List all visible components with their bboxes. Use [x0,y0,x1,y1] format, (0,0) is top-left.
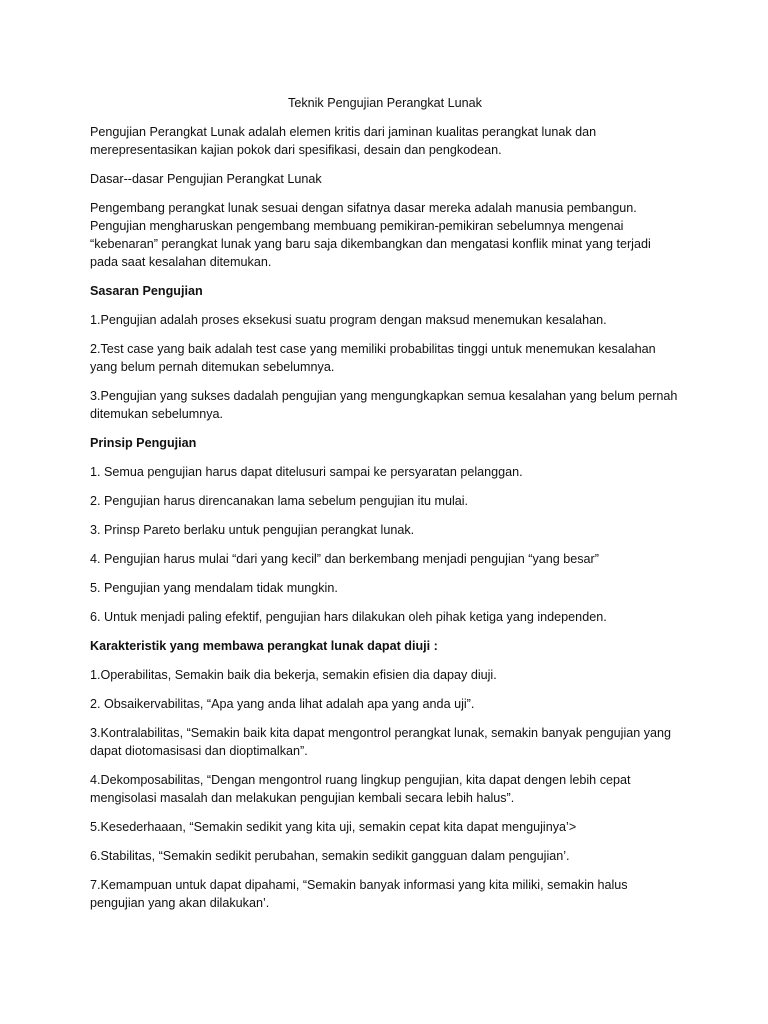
karakteristik-item: 2. Obsaikervabilitas, “Apa yang anda lihat adalah apa yang anda uji”. [90,697,475,711]
prinsip-item: 2. Pengujian harus direncanakan lama sebelum pengujian itu mulai. [90,494,469,508]
prinsip-heading: Prinsip Pengujian [90,436,197,450]
document-body [90,94,680,923]
sasaran-item: 1.Pengujian adalah proses eksekusi suatu program dengan maksud menemukan kesalahan. [90,313,607,327]
intro-paragraph: Pengujian Perangkat Lunak adalah elemen kritis dari jaminan kualitas perangkat lunak dan merepresentasikan kajian pokok dari spesifikasi, desain dan pengkodean. [90,125,597,157]
dasar-heading: Dasar--dasar Pengujian Perangkat Lunak [90,172,322,186]
prinsip-item: 1. Semua pengujian harus dapat ditelusuri sampai ke persyaratan pelanggan. [90,465,523,479]
karakteristik-item: 7.Kemampuan untuk dapat dipahami, “Semakin banyak informasi yang kita miliki, semakin halus pengujian yang akan dilakukan’. [90,878,628,910]
karakteristik-heading: Karakteristik yang membawa perangkat lunak dapat diuji : [90,639,438,653]
karakteristik-item: 5.Kesederhaaan, “Semakin sedikit yang kita uji, semakin cepat kita dapat mengujinya’> [90,820,577,834]
page-title: Teknik Pengujian Perangkat Lunak [288,96,482,110]
dasar-paragraph: Pengembang perangkat lunak sesuai dengan sifatnya dasar mereka adalah manusia pembangun. Pengujian mengharuskan pengembang membuang pemikiran-pemikiran sebelumnya mengenai “kebenaran” perangkat lunak yang baru saja dikembangkan dan mengatasi konflik minat yang terjadi pada saat kesalahan ditemukan. [90,201,651,269]
sasaran-heading: Sasaran Pengujian [90,284,203,298]
sasaran-item: 2.Test case yang baik adalah test case yang memiliki probabilitas tinggi untuk menemukan kesalahan yang belum pernah ditemukan sebelumnya. [90,342,656,374]
prinsip-item: 5. Pengujian yang mendalam tidak mungkin. [90,581,338,595]
karakteristik-item: 4.Dekomposabilitas, “Dengan mengontrol ruang lingkup pengujian, kita dapat dengen lebih cepat mengisolasi masalah dan melakukan pengujian kembali secara lebih halus”. [90,773,631,805]
sasaran-item: 3.Pengujian yang sukses dadalah pengujian yang mengungkapkan semua kesalahan yang belum pernah ditemukan sebelumnya. [90,389,678,421]
karakteristik-item: 6.Stabilitas, “Semakin sedikit perubahan, semakin sedikit gangguan dalam pengujian’. [90,849,570,863]
prinsip-item: 3. Prinsp Pareto berlaku untuk pengujian perangkat lunak. [90,523,415,537]
karakteristik-item: 1.Operabilitas, Semakin baik dia bekerja, semakin efisien dia dapay diuji. [90,668,497,682]
karakteristik-item: 3.Kontralabilitas, “Semakin baik kita dapat mengontrol perangkat lunak, semakin banyak pengujian yang dapat diotomasisasi dan dioptimalkan”. [90,726,672,758]
prinsip-item: 4. Pengujian harus mulai “dari yang kecil” dan berkembang menjadi pengujian “yang besar” [90,552,599,566]
prinsip-item: 6. Untuk menjadi paling efektif, pengujian hars dilakukan oleh pihak ketiga yang independen. [90,610,607,624]
